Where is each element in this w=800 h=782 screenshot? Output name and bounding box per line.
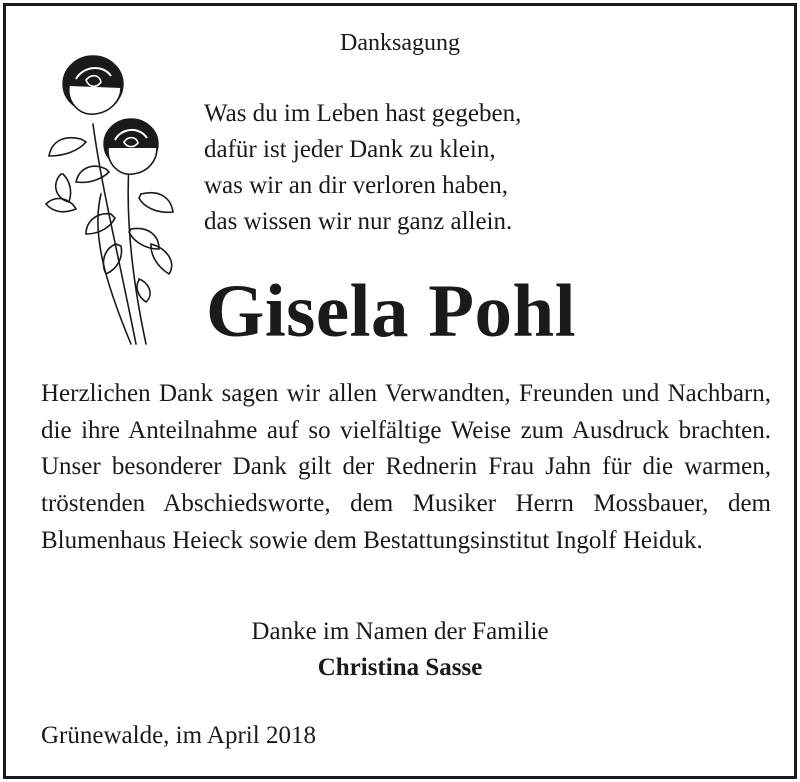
place-date: Grünewalde, im April 2018 xyxy=(41,722,316,749)
signature-line: Danke im Namen der Familie xyxy=(251,618,549,645)
heading: Danksagung xyxy=(340,30,460,56)
poem-line: das wissen wir nur ganz allein. xyxy=(204,208,513,235)
thanks-text: Herzlichen Dank sagen wir allen Verwandten, Freunden und Nachbarn, die ihre Anteilnahme auf so vielfältige Weise zum Ausdruck brachten. Unser besonderer Dank gilt der Rednerin Frau Jahn für die warmen, tröstenden Abschiedsworte, dem Musiker Herrn Mossbauer, dem Blumenhaus Heieck sowie dem Bestattungsinstitut Ingolf Heiduk. xyxy=(41,380,771,554)
deceased-name: Gisela Pohl xyxy=(206,270,577,353)
obituary-card xyxy=(3,3,797,779)
roses-illustration xyxy=(31,44,186,354)
poem xyxy=(204,96,521,240)
poem-line: Was du im Leben hast gegeben, xyxy=(204,100,522,127)
poem-line: was wir an dir verloren haben, xyxy=(204,172,509,199)
signature-name: Christina Sasse xyxy=(317,654,483,681)
poem-line: dafür ist jeder Dank zu klein, xyxy=(204,136,496,163)
